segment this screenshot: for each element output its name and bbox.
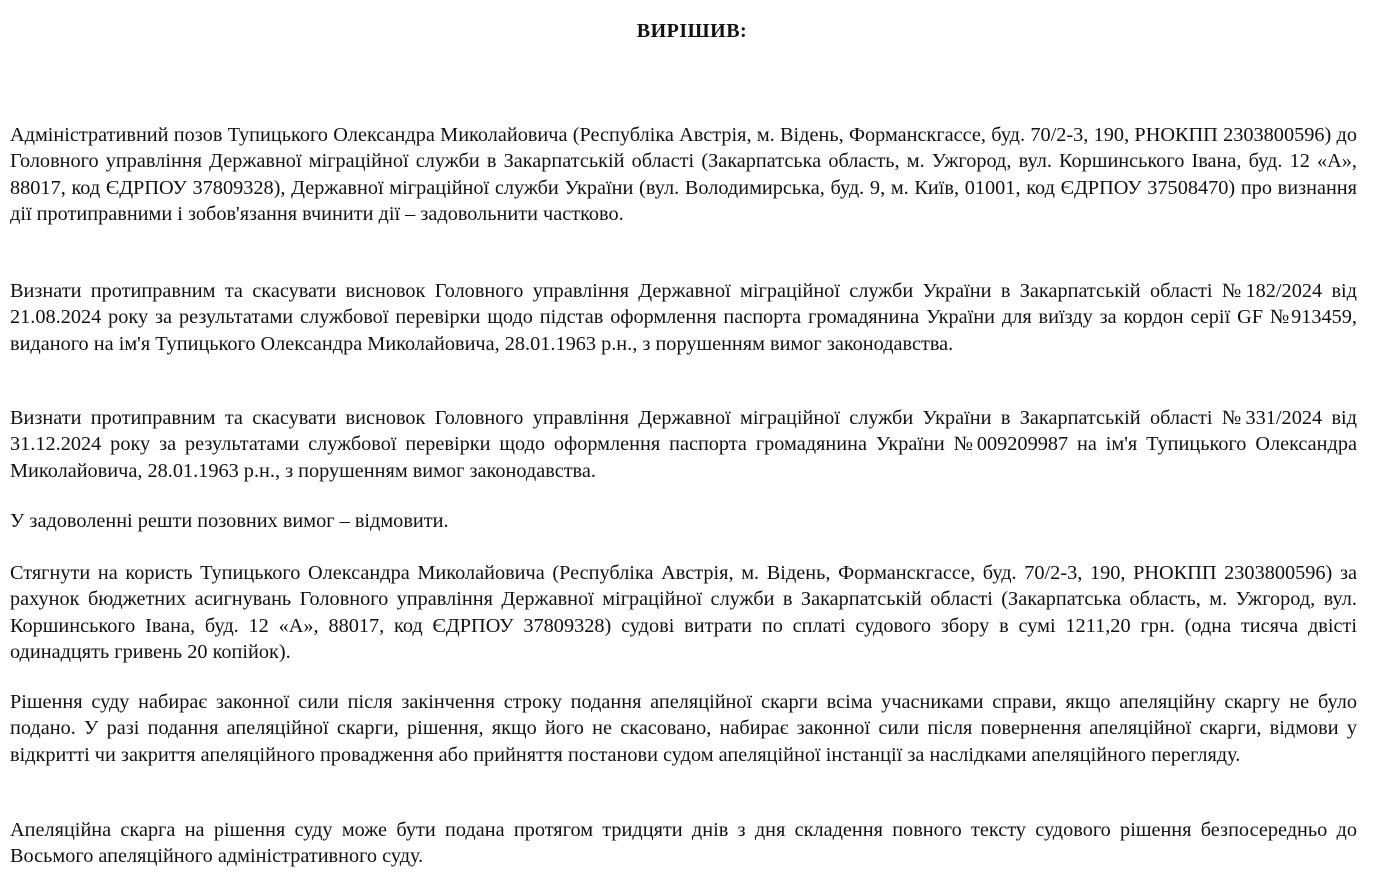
paragraph-cancel-conclusion-182: Визнати протиправним та скасувати висновок Головного управління Державної міграційної служби України в Закарпатській області №182/2024 від 21.08.2024 року за результатами службової перевірки щодо підстав оформлення паспорта громадянина України для виїзду за кордон серії GF №913459, виданого на ім'я Тупицького Олександра Миколайовича, 28.01.1963 р.н., з порушенням вимог законодавства. [10,280,1357,355]
paragraph-appeal: Апеляційна скарга на рішення суду може бути подана протягом тридцяти днів з дня складення повного тексту судового рішення безпосередньо до Восьмого апеляційного адміністративного суду. [10,819,1357,868]
paragraph-claim-resolution: Адміністративний позов Тупицького Олександра Миколайовича (Республіка Австрія, м. Відень, Форманскгассе, буд. 70/2-3, 190, РНОКПП 2303800596) до Головного управління Державної міграційної служби в Закарпатській області (Закарпатська область, м. Ужгород, вул. Коршинського Івана, буд. 12 «А», 88017, код ЄДРПОУ 37809328), Державної міграційної служби України (вул. Володимирська, буд. 9, м. Київ, 01001, код ЄДРПОУ 37508470) про визнання дії протиправними і зобов'язання вчинити дії – задовольнити частково. [10,124,1357,225]
paragraph-rest-denied: У задоволенні решти позовних вимог – відмовити. [10,510,449,532]
paragraph-cancel-conclusion-331: Визнати протиправним та скасувати висновок Головного управління Державної міграційної служби України в Закарпатській області №331/2024 від 31.12.2024 року за результатами службової перевірки щодо оформлення паспорта громадянина України №009209987 на ім'я Тупицького Олександра Миколайовича, 28.01.1963 р.н., з порушенням вимог законодавства. [10,407,1357,482]
decision-heading: ВИРІШИВ: [636,20,748,42]
paragraph-legal-force: Рішення суду набирає законної сили після закінчення строку подання апеляційної скарги всіма учасниками справи, якщо апеляційну скаргу не було подано. У разі подання апеляційної скарги, рішення, якщо його не скасовано, набирає законної сили після повернення апеляційної скарги, відмови у відкритті чи закриття апеляційного провадження або прийняття постанови судом апеляційної інстанції за наслідками апеляційного перегляду. [10,691,1357,766]
paragraph-court-costs: Стягнути на користь Тупицького Олександра Миколайовича (Республіка Австрія, м. Відень, Форманскгассе, буд. 70/2-3, 190, РНОКПП 2303800596) за рахунок бюджетних асигнувань Головного управління Державної міграційної служби в Закарпатській області (Закарпатська область, м. Ужгород, вул. Коршинського Івана, буд. 12 «А», 88017, код ЄДРПОУ 37809328) судові витрати по сплаті судового збору в сумі 1211,20 грн. (одна тисяча двісті одинадцять гривень 20 копійок). [10,562,1357,663]
